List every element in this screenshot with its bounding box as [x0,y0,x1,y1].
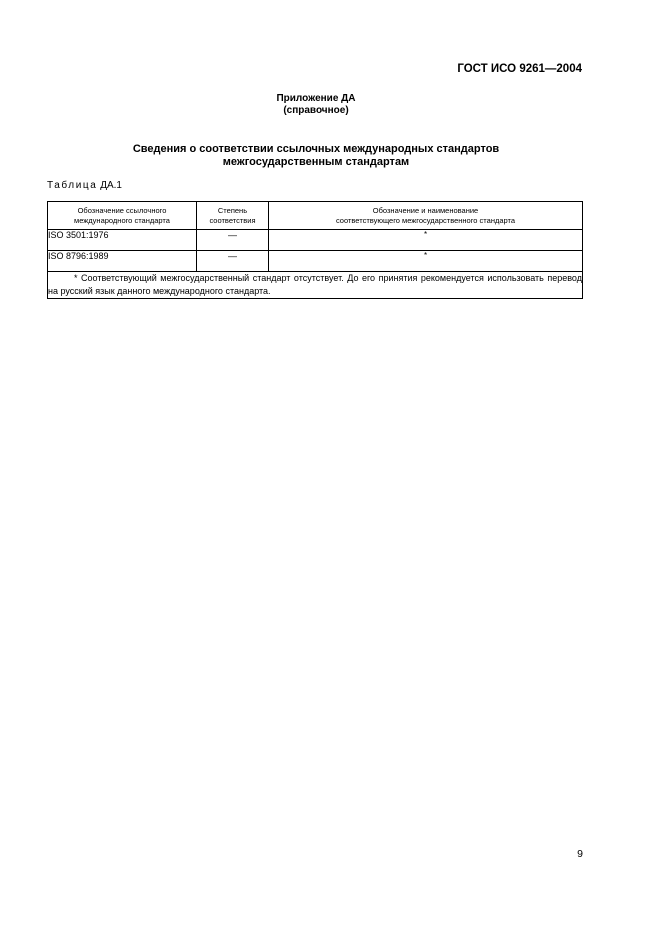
correspondence-table [47,201,583,299]
section-title-line-2: межгосударственным стандартам [222,156,410,168]
table-footnote-row [48,272,583,299]
header-cell-line: соответствующего межгосударственного стандарта [335,215,516,225]
header-cell-line: Обозначение и наименование [372,205,479,215]
header-cell-line: соответствия [209,215,256,225]
header-reference-standard [48,202,197,230]
table-caption [47,180,122,191]
header-cell-line: Степень [217,205,248,215]
document-code: ГОСТ ИСО 9261—2004 [457,63,582,75]
reference-standard-cell: ISO 8796:1989 [48,251,197,272]
table-row [48,230,583,251]
degree-cell: — [197,251,269,272]
appendix-subtitle: (справочное) [283,105,349,116]
degree-cell: — [197,230,269,251]
table-caption-word: Таблица [47,180,98,191]
table-caption-number: ДА.1 [100,180,122,191]
table-footnote-cell [48,272,583,299]
appendix-heading [0,93,632,117]
table-row [48,251,583,272]
section-title-line-1: Сведения о соответствии ссылочных международных стандартов [132,143,500,155]
header-cell-line: Обозначение ссылочного [77,205,167,215]
section-title [0,143,632,169]
appendix-title: Приложение ДА [276,93,356,104]
table-footnote: * Соответствующий межгосударственный стандарт отсутствует. До его принятия рекомендуется использовать перевод на русский язык данного международного стандарта. [48,273,582,296]
interstate-standard-cell: * [269,230,583,251]
header-interstate-standard [269,202,583,230]
reference-standard-cell: ISO 3501:1976 [48,230,197,251]
header-cell-line: международного стандарта [74,215,170,225]
page-number: 9 [577,848,583,860]
interstate-standard-cell: * [269,251,583,272]
header-degree-of-correspondence [197,202,269,230]
table-header-row [48,202,583,230]
